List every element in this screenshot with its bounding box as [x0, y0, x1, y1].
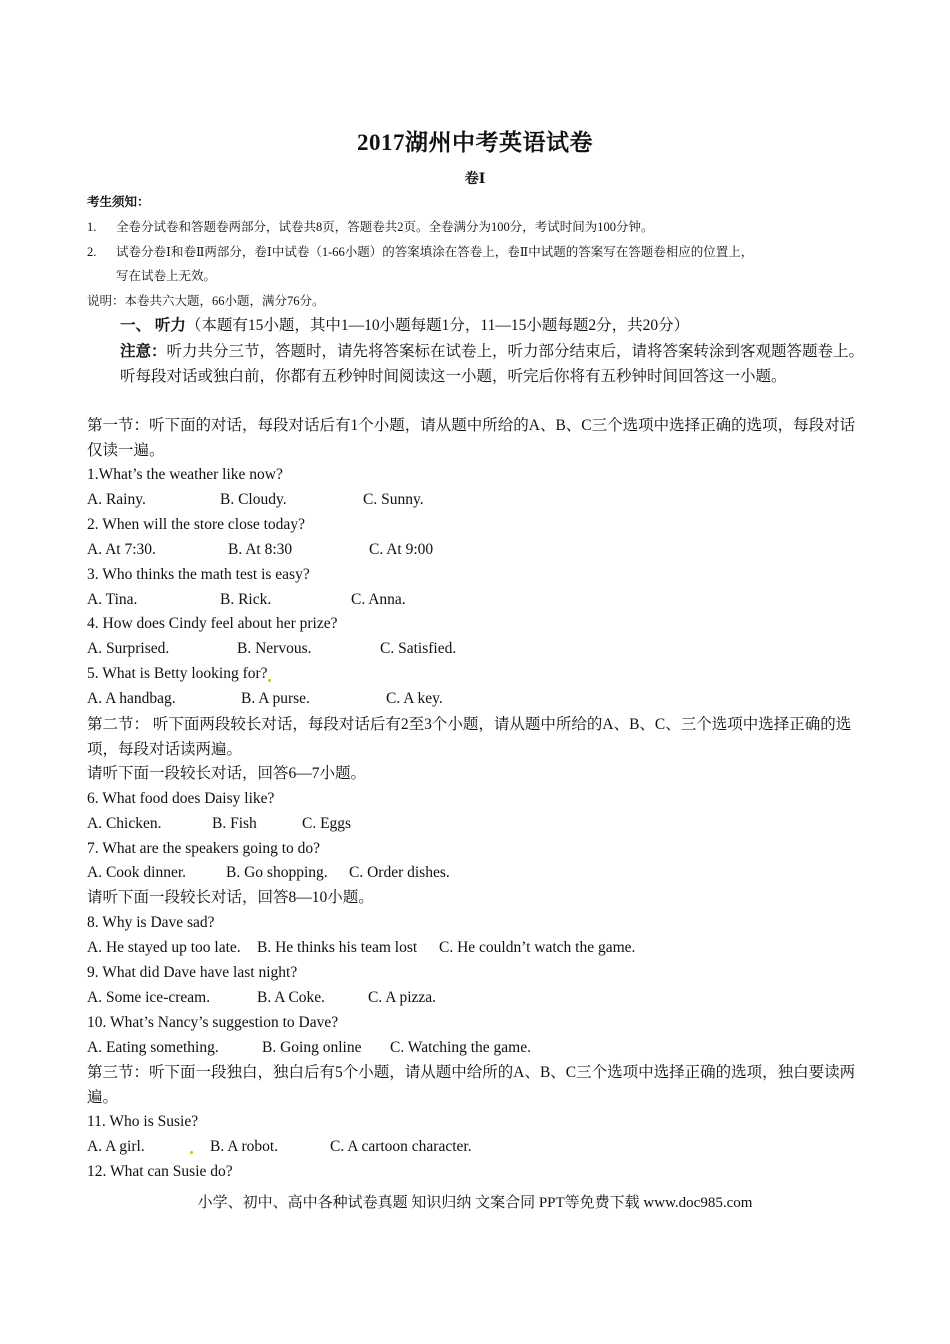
option-c: C. Order dishes.: [349, 864, 450, 881]
note-text: 听力共分三节，答题时，请先将答案标在试卷上，听力部分结束后，请将答案转涂到客观题答题卷上。听每段对话或独白前，你都有五秒钟时间阅读这一小题，听完后你将有五秒钟时间回答这一小题。: [120, 343, 865, 385]
option-a: A. Tina.: [87, 591, 138, 608]
part-3-instruction: 第三节：听下面一段独白，独白后有5个小题，请从题中给所的A、B、C三个选项中选择正确的选项，独白要读两遍。: [87, 1064, 856, 1106]
notice-item-1: 全卷分试卷和答题卷两部分，试卷共8页，答题卷共2页。全卷满分为100分，考试时间为100分钟。: [116, 220, 654, 234]
option-a: A. A girl.: [87, 1138, 145, 1155]
question-6: 6. What food does Daisy like?: [87, 790, 275, 807]
notice-item-2: 试卷分卷Ⅰ和卷Ⅱ两部分，卷Ⅰ中试卷（1-66小题）的答案填涂在答卷上，卷Ⅱ中试题的答案写在答题卷相应的位置上，: [116, 245, 754, 259]
option-a: A. Rainy.: [87, 491, 146, 508]
option-b: B. Fish: [212, 815, 257, 832]
notice-item-2-continued: 写在试卷上无效。: [116, 269, 217, 283]
notice-heading: 考生须知：: [87, 195, 150, 209]
option-b: B. A Coke.: [257, 989, 326, 1006]
part-1-instruction: 第一节：听下面的对话，每段对话后有1个小题，请从题中所给的A、B、C三个选项中选择正确的选项，每段对话仅读一遍。: [87, 417, 856, 459]
question-8-options: [87, 938, 635, 958]
option-b: B. A robot.: [210, 1138, 279, 1155]
page-title: 2017湖州中考英语试卷: [357, 130, 593, 155]
question-4-options: [87, 639, 456, 659]
question-8: 8. Why is Dave sad?: [87, 914, 215, 931]
question-3: 3. Who thinks the math test is easy?: [87, 566, 310, 583]
question-12: 12. What can Susie do?: [87, 1163, 233, 1180]
listening-note: [120, 339, 870, 389]
option-b: B. A purse.: [241, 690, 310, 707]
option-a: A. Chicken.: [87, 815, 162, 832]
question-5-options: [87, 689, 443, 709]
option-a: A. At 7:30.: [87, 541, 156, 558]
option-c: C. Anna.: [351, 591, 406, 608]
section-1-title: 一、 听力: [120, 317, 186, 334]
section-1-heading: [120, 316, 689, 336]
question-10-options: [87, 1038, 531, 1058]
option-a: A. A handbag.: [87, 690, 176, 707]
note-label: 注意：: [120, 343, 167, 360]
question-7: 7. What are the speakers going to do?: [87, 840, 320, 857]
question-6-options: [87, 814, 351, 834]
option-a: A. Some ice-cream.: [87, 989, 211, 1006]
option-b: B. Going online: [262, 1039, 362, 1056]
question-11: 11. Who is Susie?: [87, 1113, 199, 1130]
option-b: B. Go shopping.: [226, 864, 328, 881]
part-2-instruction: 第二节： 听下面两段较长对话，每段对话后有2至3个小题，请从题中所给的A、B、C、三个选项中选择正确的选项，每段对话读两遍。: [87, 716, 852, 758]
option-a: A. Eating something.: [87, 1039, 219, 1056]
question-1-options: [87, 490, 424, 510]
question-5: 5. What is Betty looking for?: [87, 665, 268, 682]
section-1-description: （本题有15小题，其中1—10小题每题1分，11—15小题每题2分，共20分）: [185, 317, 690, 334]
question-4: 4. How does Cindy feel about her prize?: [87, 615, 338, 632]
option-b: B. Cloudy.: [220, 491, 287, 508]
option-b: B. He thinks his team lost: [257, 939, 418, 956]
question-2-options: [87, 540, 433, 560]
option-c: C. Eggs: [302, 815, 352, 832]
option-c: C. A pizza.: [368, 989, 437, 1006]
dialog-1-instruction: 请听下面一段较长对话，回答6—7小题。: [87, 765, 367, 782]
question-3-options: [87, 590, 406, 610]
notice-item-2-number: 2.: [87, 245, 97, 259]
notice-item-1-number: 1.: [87, 220, 97, 234]
option-b: B. Rick.: [220, 591, 272, 608]
option-a: A. Cook dinner.: [87, 864, 187, 881]
option-a: A. Surprised.: [87, 640, 170, 657]
option-c: C. He couldn’t watch the game.: [439, 939, 636, 956]
page-footer: 小学、初中、高中各种试卷真题 知识归纳 文案合同 PPT等免费下载 www.doc985.com: [197, 1195, 753, 1211]
question-7-options: [87, 863, 450, 883]
question-9: 9. What did Dave have last night?: [87, 964, 298, 981]
question-10: 10. What’s Nancy’s suggestion to Dave?: [87, 1014, 339, 1031]
question-9-options: [87, 988, 436, 1008]
question-1: 1.What’s the weather like now?: [87, 466, 283, 483]
option-c: C. Sunny.: [363, 491, 424, 508]
notice-explanation: 说明：本卷共六大题，66小题，满分76分。: [87, 294, 325, 308]
question-11-options: [87, 1137, 472, 1157]
stray-mark: [268, 679, 271, 682]
option-c: C. A key.: [386, 690, 443, 707]
option-c: C. Satisfied.: [380, 640, 457, 657]
option-c: C. Watching the game.: [390, 1039, 531, 1056]
option-c: C. At 9:00: [369, 541, 434, 558]
option-b: B. Nervous.: [237, 640, 312, 657]
option-c: C. A cartoon character.: [330, 1138, 472, 1155]
question-2: 2. When will the store close today?: [87, 516, 305, 533]
dialog-2-instruction: 请听下面一段较长对话，回答8—10小题。: [87, 889, 374, 906]
volume-label: 卷Ⅰ: [464, 172, 486, 187]
option-b: B. At 8:30: [228, 541, 293, 558]
option-a: A. He stayed up too late.: [87, 939, 241, 956]
